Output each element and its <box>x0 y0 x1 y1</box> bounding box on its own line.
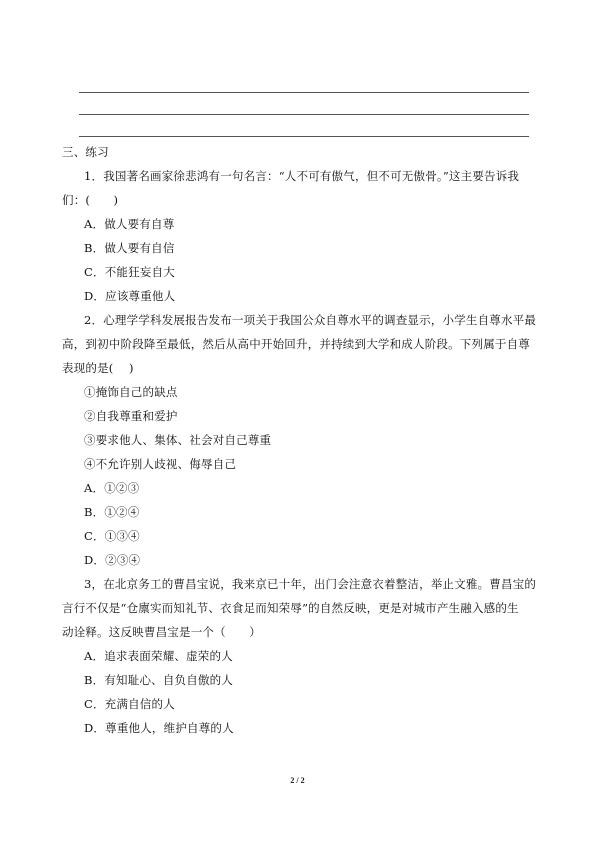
question-1-option-a: A．做人要有自尊 <box>84 217 175 231</box>
question-2-stem-line-3: 表现的是( ) <box>62 361 134 375</box>
question-3-option-a: A．追求表面荣耀、虚荣的人 <box>84 649 233 663</box>
question-2-option-d: D．②③④ <box>84 553 141 567</box>
answer-line <box>79 136 529 137</box>
question-2-statement-2: ②自我尊重和爱护 <box>84 409 178 423</box>
question-2-option-c: C．①③④ <box>84 529 140 543</box>
question-2-option-a: A．①②③ <box>84 481 140 495</box>
question-3-option-d: D．尊重他人，维护自尊的人 <box>84 721 234 735</box>
question-2-stem-line-1: 2．心理学学科发展报告发布一项关于我国公众自尊水平的调查显示，小学生自尊水平最 <box>84 313 537 327</box>
question-2-stem-line-2: 高，到初中阶段降至最低，然后从高中开始回升，并持续到大学和成人阶段。下列属于自尊 <box>62 337 530 351</box>
question-3-stem-line-3: 动诠释。这反映曹昌宝是一个（ ） <box>62 625 261 639</box>
section-heading: 三、练习 <box>62 145 109 159</box>
question-3-stem-line-2: 言行不仅是“仓廪实而知礼节、衣食足而知荣辱”的自然反映，更是对城市产生融入感的生 <box>62 601 519 615</box>
question-1-option-d: D．应该尊重他人 <box>84 289 176 303</box>
question-1-stem-line-1: 1．我国著名画家徐悲鸿有一句名言：“人不可有傲气，但不可无傲骨。”这主要告诉我 <box>84 169 520 183</box>
question-3-stem-line-1: 3，在北京务工的曹昌宝说，我来京已十年，出门会注意衣着整洁，举止文雅。曹昌宝的 <box>84 577 537 591</box>
question-2-statement-4: ④不允许别人歧视、侮辱自己 <box>84 457 237 471</box>
question-3-option-b: B．有知耻心、自负自傲的人 <box>84 673 234 687</box>
answer-line <box>79 92 529 93</box>
question-1-stem-line-2: 们：( ) <box>62 193 119 207</box>
question-2-statement-1: ①掩饰自己的缺点 <box>84 385 178 399</box>
question-1-option-c: C．不能狂妄自大 <box>84 265 175 279</box>
question-3-option-c: C．充满自信的人 <box>84 697 175 711</box>
page-number: 2 / 2 <box>290 776 305 785</box>
question-1-option-b: B．做人要有自信 <box>84 241 175 255</box>
question-2-statement-3: ③要求他人、集体、社会对自己尊重 <box>84 433 272 447</box>
answer-line <box>79 114 529 115</box>
question-2-option-b: B．①②④ <box>84 505 140 519</box>
